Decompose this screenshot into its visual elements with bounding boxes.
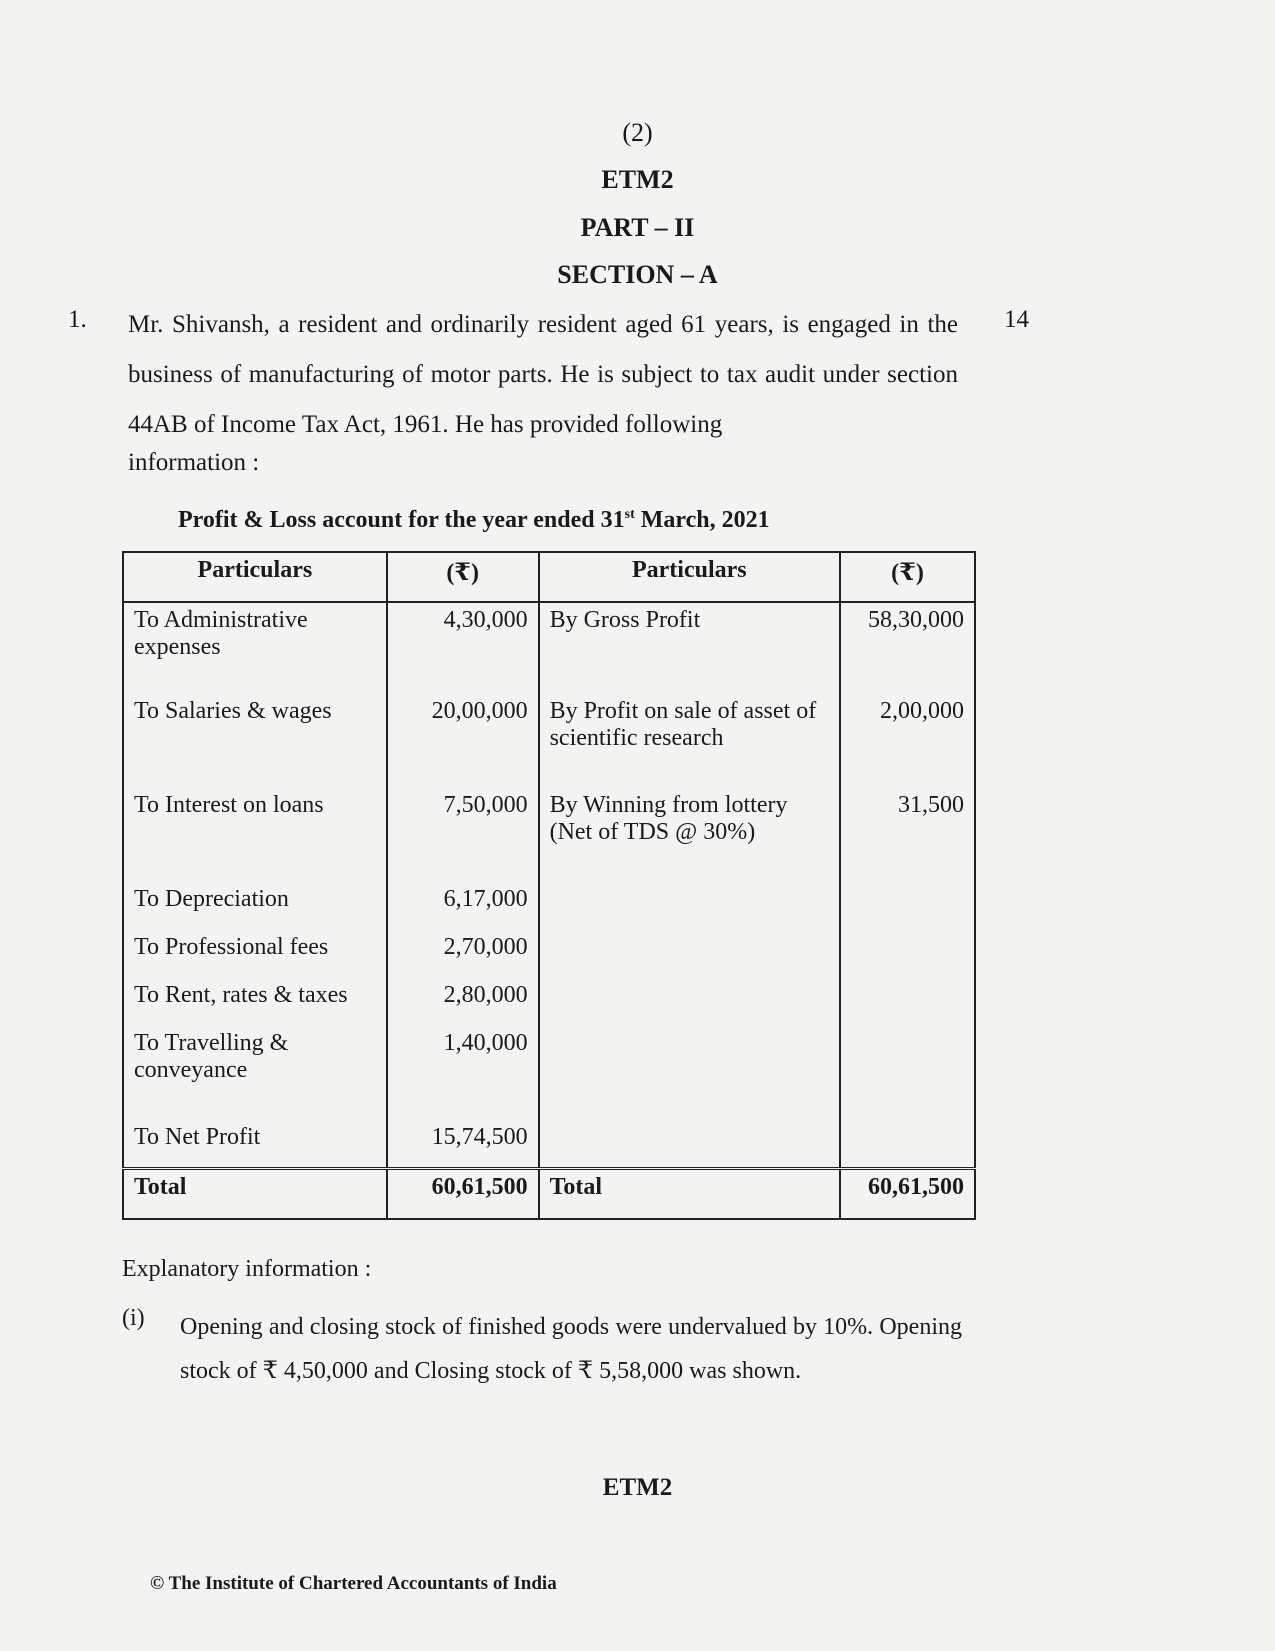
table-row	[123, 602, 975, 694]
particular-credit	[539, 1026, 840, 1120]
table-row	[123, 882, 975, 930]
question-marks: 14	[1004, 306, 1029, 333]
column-header: Particulars	[123, 552, 387, 602]
copyright-notice: © The Institute of Chartered Accountants of India	[150, 1573, 557, 1594]
particular-credit: By Gross Profit	[539, 602, 840, 694]
amount-debit: 6,17,000	[387, 882, 539, 930]
table-row	[123, 930, 975, 978]
particular-debit: To Depreciation	[123, 882, 387, 930]
table-row	[123, 1120, 975, 1168]
amount-credit: 31,500	[840, 788, 975, 882]
particular-credit: By Winning from lottery (Net of TDS @ 30%)	[539, 788, 840, 882]
amount-debit: 1,40,000	[387, 1026, 539, 1120]
amount-credit	[840, 930, 975, 978]
particular-credit	[539, 882, 840, 930]
column-header: (₹)	[387, 552, 539, 602]
question-number: 1.	[68, 306, 87, 333]
amount-debit: 15,74,500	[387, 1120, 539, 1168]
amount-debit: 2,70,000	[387, 930, 539, 978]
table-row	[123, 694, 975, 788]
particular-credit	[539, 1120, 840, 1168]
total-cell: 60,61,500	[387, 1168, 539, 1219]
paper-code-header: ETM2	[601, 165, 674, 194]
particular-debit: To Professional fees	[123, 930, 387, 978]
page-number: (2)	[622, 118, 653, 147]
section-heading: SECTION – A	[557, 260, 718, 289]
amount-credit	[840, 882, 975, 930]
pl-account-title: Profit & Loss account for the year ended 31st March, 2021	[178, 507, 770, 533]
amount-debit: 7,50,000	[387, 788, 539, 882]
table-total-row	[123, 1168, 975, 1219]
particular-debit: To Interest on loans	[123, 788, 387, 882]
total-cell: Total	[539, 1168, 840, 1219]
amount-credit	[840, 1026, 975, 1120]
column-header: (₹)	[840, 552, 975, 602]
item-text: Opening and closing stock of finished goods were undervalued by 10%. Opening stock of ₹ 4,50,000 and Closing stock of ₹ 5,58,000 was shown.	[180, 1314, 962, 1384]
explanatory-heading: Explanatory information :	[122, 1256, 372, 1282]
part-heading: PART – II	[580, 213, 695, 242]
amount-credit	[840, 1120, 975, 1168]
particular-credit: By Profit on sale of asset of scientific research	[539, 694, 840, 788]
amount-credit: 58,30,000	[840, 602, 975, 694]
table-row	[123, 978, 975, 1026]
amount-debit: 2,80,000	[387, 978, 539, 1026]
amount-debit: 20,00,000	[387, 694, 539, 788]
particular-debit: To Net Profit	[123, 1120, 387, 1168]
question-text	[128, 300, 958, 476]
column-header: Particulars	[539, 552, 840, 602]
amount-debit: 4,30,000	[387, 602, 539, 694]
particular-debit: To Salaries & wages	[123, 694, 387, 788]
particular-debit: To Administrative expenses	[123, 602, 387, 694]
table-row	[123, 1026, 975, 1120]
amount-credit: 2,00,000	[840, 694, 975, 788]
particular-debit: To Rent, rates & taxes	[123, 978, 387, 1026]
pl-account-table	[122, 551, 976, 1220]
question-body-end: information :	[128, 449, 260, 476]
paper-code-footer: ETM2	[602, 1474, 673, 1501]
total-cell: 60,61,500	[840, 1168, 975, 1219]
item-label: (i)	[122, 1305, 145, 1331]
total-cell: Total	[123, 1168, 387, 1219]
table-row	[123, 788, 975, 882]
particular-credit	[539, 978, 840, 1026]
table-header-row	[123, 552, 975, 602]
particular-debit: To Travelling & conveyance	[123, 1026, 387, 1120]
question-body: Mr. Shivansh, a resident and ordinarily resident aged 61 years, is engaged in the business of manufacturing of motor parts. He is subject to tax audit under section 44AB of Income Tax Act, 1961. He has provided following	[128, 311, 958, 438]
amount-credit	[840, 978, 975, 1026]
particular-credit	[539, 930, 840, 978]
